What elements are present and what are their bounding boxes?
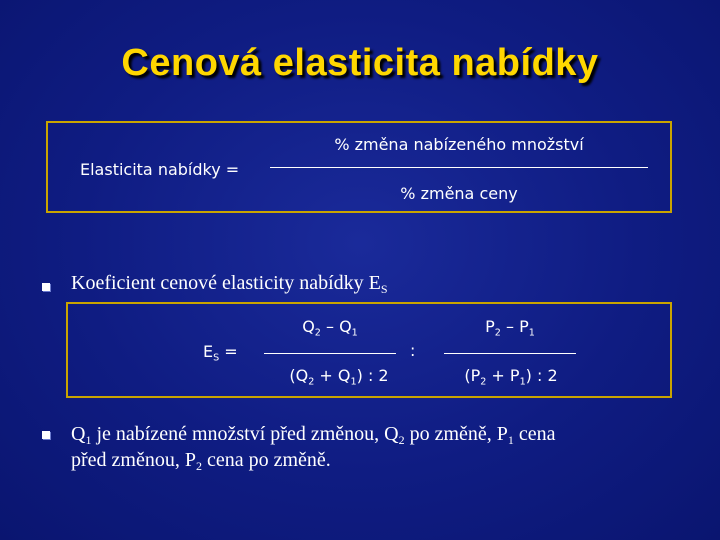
bullet-text-coefficient: [71, 272, 388, 295]
left-fraction-line: [264, 353, 396, 354]
left-numerator: $Q_2 - Q_1$: [302, 317, 358, 339]
bullet-icon: [42, 283, 50, 291]
bullet-text-main: Koeficient cenové elasticity nabídky E: [71, 272, 381, 294]
right-numerator: $P_2 - P_1$: [485, 317, 535, 339]
right-fraction-line: [444, 353, 576, 354]
es-label: $E_S$ =: [203, 342, 238, 364]
formula-label: Elasticita nabídky =: [80, 160, 240, 179]
formula-denominator: % změna ceny: [400, 184, 518, 203]
ratio-divider: :: [410, 341, 416, 360]
fraction-line: [270, 167, 648, 168]
left-denominator: $(Q_2 + Q_1)$ : 2: [289, 366, 389, 388]
bullet-icon: [42, 431, 50, 439]
right-denominator: $(P_2 + P_1)$ : 2: [464, 366, 558, 388]
bullet-text-subscript: S: [380, 282, 388, 297]
bullet-text-definitions: $Q_1$ je nabízené množství před změnou, $Q_2$ po změně, $P_1$ cena před změnou, $P_2$ cena po změně.: [71, 423, 556, 474]
formula-numerator: % změna nabízeného množství: [334, 135, 584, 154]
page-title: Cenová elasticita nabídky: [121, 42, 599, 84]
